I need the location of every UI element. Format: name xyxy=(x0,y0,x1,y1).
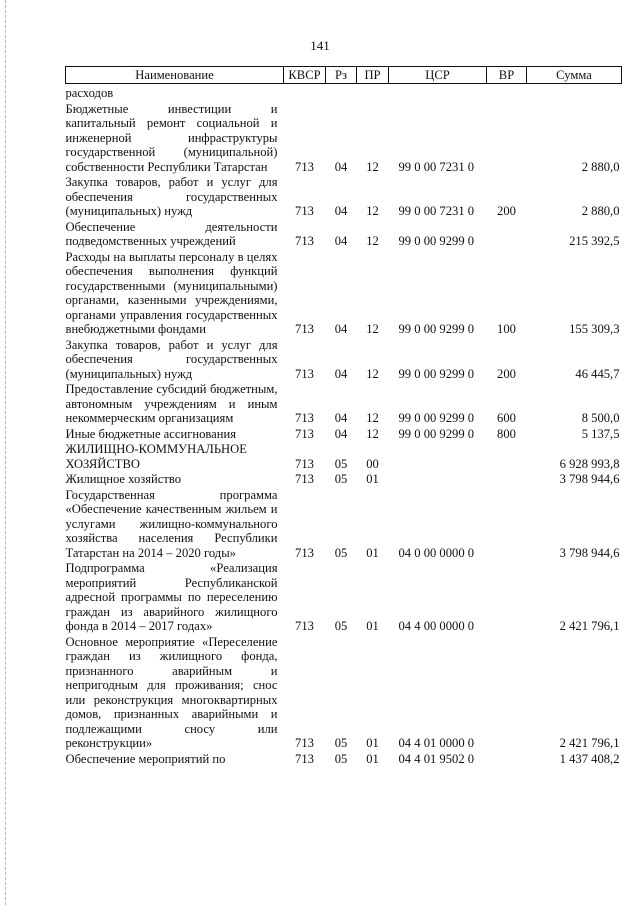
table-row xyxy=(66,220,622,250)
row-rz xyxy=(326,84,357,102)
row-vr xyxy=(487,220,527,250)
row-pr: 01 xyxy=(366,545,379,560)
row-sum: 3 798 944,6 xyxy=(559,472,620,486)
row-sum: 6 928 993,8 xyxy=(559,456,620,471)
row-name: Подпрограмма «Реализация мероприятий Республиканской адресной программы по переселению граждан из аварийного жилищного фонда в 2014 – 2017 годах» xyxy=(65,561,278,633)
row-kvsr: 713 xyxy=(295,736,314,750)
row-name: Обеспечение деятельности подведомственных учреждений xyxy=(65,219,278,248)
row-vr: 800 xyxy=(497,426,516,441)
row-csr: 04 0 00 0000 0 xyxy=(398,545,475,560)
row-vr: 200 xyxy=(497,366,516,381)
row-vr xyxy=(487,561,527,635)
row-name: Обеспечение мероприятий по xyxy=(65,751,226,766)
row-sum: 2 421 796,1 xyxy=(559,736,620,750)
row-kvsr: 713 xyxy=(295,159,314,174)
row-sum: 46 445,7 xyxy=(575,366,620,381)
row-vr xyxy=(487,442,527,472)
row-name: Жилищное хозяйство xyxy=(65,472,182,486)
row-pr: 12 xyxy=(366,322,379,336)
row-name: Расходы на выплаты персоналу в целях обеспечения выполнения функций государственными (муниципальными) органами, казенными учреждениями, органами управления государственных внебюджетными фондами xyxy=(65,249,278,336)
row-csr: 99 0 00 7231 0 xyxy=(398,159,475,174)
row-rz: 05 xyxy=(334,751,348,766)
row-sum: 3 798 944,6 xyxy=(559,545,620,560)
table-row xyxy=(66,442,622,472)
table-row xyxy=(66,488,622,562)
table-row xyxy=(66,472,622,488)
row-sum: 2 880,0 xyxy=(581,159,620,174)
row-name: Предоставление субсидий бюджетным, автономным учреждениям и иным некоммерческим организациям xyxy=(65,382,278,425)
row-sum: 5 137,5 xyxy=(581,426,620,441)
row-rz: 05 xyxy=(334,619,348,633)
row-pr: 01 xyxy=(366,472,379,486)
row-rz: 04 xyxy=(334,411,348,425)
row-sum: 2 421 796,1 xyxy=(559,619,620,633)
row-kvsr: 713 xyxy=(295,751,314,766)
table-row xyxy=(66,338,622,383)
row-pr: 01 xyxy=(366,619,379,633)
row-csr: 99 0 00 7231 0 xyxy=(398,204,475,218)
row-vr: 200 xyxy=(497,204,516,218)
row-rz: 04 xyxy=(334,204,348,218)
row-sum: 155 309,3 xyxy=(569,322,620,336)
header-kvsr: КВСР xyxy=(284,67,326,84)
row-kvsr xyxy=(284,84,326,102)
table-row xyxy=(66,382,622,427)
row-csr: 99 0 00 9299 0 xyxy=(398,426,475,441)
row-kvsr: 713 xyxy=(295,545,314,560)
row-pr: 12 xyxy=(366,366,379,381)
row-rz: 04 xyxy=(334,159,348,174)
row-vr xyxy=(487,102,527,176)
row-vr xyxy=(487,84,527,102)
row-name: ЖИЛИЩНО-КОММУНАЛЬНОЕ ХОЗЯЙСТВО xyxy=(65,442,247,471)
row-kvsr: 713 xyxy=(295,234,314,248)
row-csr: 99 0 00 9299 0 xyxy=(398,322,475,336)
row-rz: 05 xyxy=(334,456,348,471)
header-sum: Сумма xyxy=(527,67,622,84)
page-number: 141 xyxy=(310,38,330,53)
table-row xyxy=(66,427,622,443)
row-pr: 01 xyxy=(366,736,379,750)
header-vr: ВР xyxy=(487,67,527,84)
row-kvsr: 713 xyxy=(295,426,314,441)
row-vr xyxy=(487,472,527,488)
row-vr: 600 xyxy=(497,411,516,425)
row-sum: 8 500,0 xyxy=(581,411,620,425)
row-pr: 12 xyxy=(366,426,379,441)
row-pr: 12 xyxy=(366,234,379,248)
row-name: Государственная программа «Обеспечение качественным жильем и услугами жилищно-коммунального хозяйства населения Республики Татарстан на 2014 – 2020 годы» xyxy=(65,487,278,560)
row-rz: 04 xyxy=(334,426,348,441)
scan-margin-line xyxy=(5,0,6,905)
row-vr xyxy=(487,488,527,562)
row-kvsr: 713 xyxy=(295,456,314,471)
table-row xyxy=(66,250,622,338)
header-pr: ПР xyxy=(357,67,389,84)
table-row xyxy=(66,84,622,102)
row-pr: 12 xyxy=(366,204,379,218)
row-rz: 04 xyxy=(334,234,348,248)
row-kvsr: 713 xyxy=(295,366,314,381)
row-csr: 04 4 01 0000 0 xyxy=(398,736,475,750)
row-csr: 04 4 00 0000 0 xyxy=(398,619,475,633)
row-pr: 12 xyxy=(366,411,379,425)
row-rz: 04 xyxy=(334,322,348,336)
row-name: Закупка товаров, работ и услуг для обеспечения государственных (муниципальных) нужд xyxy=(65,337,278,381)
row-name: Основное мероприятие «Переселение граждан из жилищного фонда, признанного аварийным и непригодным для проживания; снос или реконструкция многоквартирных домов, признанных аварийными и подлежащими сносу или реконструкции» xyxy=(65,634,278,750)
table-row xyxy=(66,752,622,768)
table-row xyxy=(66,635,622,752)
row-csr xyxy=(389,442,487,472)
row-rz: 04 xyxy=(334,366,348,381)
row-name: расходов xyxy=(65,86,114,100)
row-sum xyxy=(527,84,622,102)
row-rz: 05 xyxy=(334,472,348,486)
header-name: Наименование xyxy=(66,67,284,84)
row-pr: 01 xyxy=(366,751,379,766)
row-sum: 215 392,5 xyxy=(569,234,620,248)
header-rz: Рз xyxy=(326,67,357,84)
row-kvsr: 713 xyxy=(295,411,314,425)
row-name: Закупка товаров, работ и услуг для обеспечения государственных (муниципальных) нужд xyxy=(65,175,278,218)
row-kvsr: 713 xyxy=(295,472,314,486)
table-row xyxy=(66,561,622,635)
row-csr xyxy=(389,84,487,102)
budget-table xyxy=(65,66,622,767)
row-sum: 1 437 408,2 xyxy=(559,751,620,766)
row-csr: 99 0 00 9299 0 xyxy=(398,366,475,381)
header-csr: ЦСР xyxy=(389,67,487,84)
row-name: Бюджетные инвестиции и капитальный ремонт социальной и инженерной инфраструктуры государственной (муниципальной) собственности Республики Татарстан xyxy=(65,101,278,174)
row-sum: 2 880,0 xyxy=(581,204,620,218)
row-csr: 99 0 00 9299 0 xyxy=(398,411,475,425)
row-kvsr: 713 xyxy=(295,322,314,336)
row-csr xyxy=(389,472,487,488)
row-vr: 100 xyxy=(497,322,516,336)
row-name: Иные бюджетные ассигнования xyxy=(65,426,237,441)
row-vr xyxy=(487,752,527,768)
row-rz: 05 xyxy=(334,736,348,750)
table-row xyxy=(66,102,622,176)
table-row xyxy=(66,175,622,220)
table-body xyxy=(66,84,622,768)
row-pr: 00 xyxy=(366,456,379,471)
table-header-row xyxy=(66,67,622,84)
row-kvsr: 713 xyxy=(295,204,314,218)
row-csr: 99 0 00 9299 0 xyxy=(398,234,475,248)
row-kvsr: 713 xyxy=(295,619,314,633)
row-vr xyxy=(487,635,527,752)
row-pr: 12 xyxy=(366,159,379,174)
row-rz: 05 xyxy=(334,545,348,560)
row-csr: 04 4 01 9502 0 xyxy=(398,751,475,766)
row-pr xyxy=(357,84,389,102)
